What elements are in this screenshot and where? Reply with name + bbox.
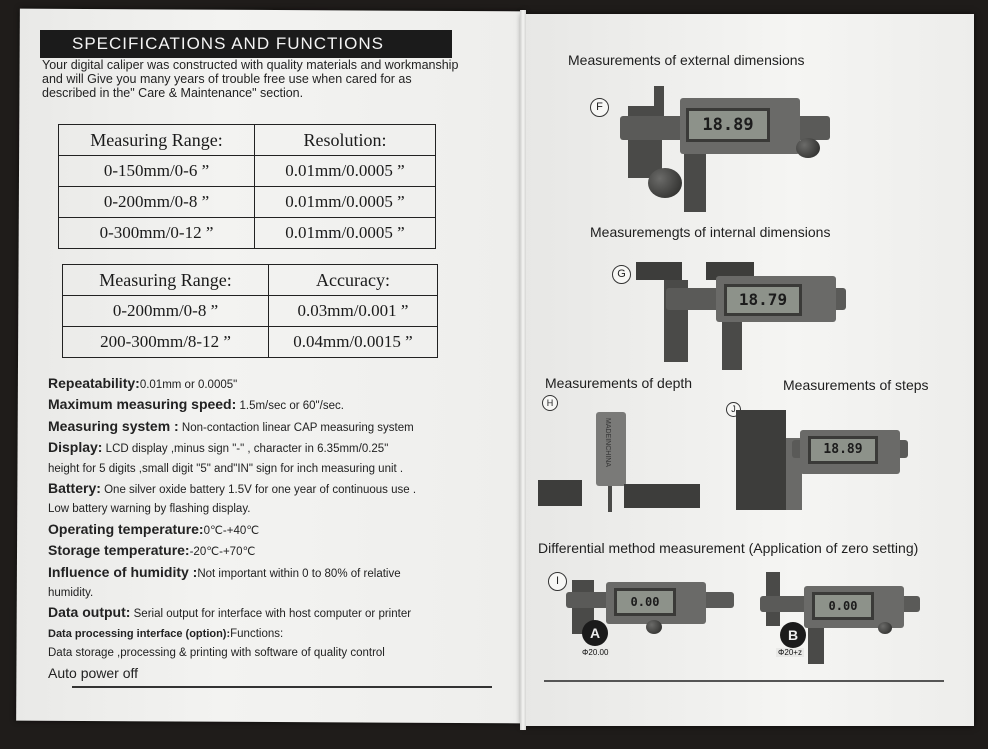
intro-paragraph: Your digital caliper was constructed with quality materials and workmanship and will Give you many years of trouble free use when cared for as described in the" Care & Maintenance" section. <box>42 58 459 100</box>
caliper-beam <box>596 412 626 486</box>
table-header-row <box>59 125 436 156</box>
page-fold <box>520 10 526 730</box>
spec-data-output <box>48 603 478 624</box>
spec-label: Storage temperature: <box>48 542 190 559</box>
caliper-roller <box>646 620 662 634</box>
external-measure-photo <box>620 86 830 216</box>
spec-value: LCD display ,minus sign "-" , character in 6.35mm/0.25" <box>105 443 389 456</box>
spec-operating-temp <box>48 520 478 541</box>
section-header: SPECIFICATIONS AND FUNCTIONS <box>40 30 452 58</box>
differential-photo-a <box>566 572 734 664</box>
table-cell: 0.01mm/0.0005 ” <box>255 218 436 249</box>
spec-list <box>48 374 478 683</box>
caliper-roller <box>878 622 892 634</box>
lcd-display: 18.79 <box>724 284 802 316</box>
internal-measure-photo <box>636 258 846 368</box>
table-header-cell: Accuracy: <box>269 265 438 296</box>
workpiece-block <box>636 262 682 280</box>
spec-label: Battery: <box>48 480 101 497</box>
measured-ball <box>648 168 682 198</box>
table-row <box>59 218 436 249</box>
spec-label: Measuring system : <box>48 417 179 434</box>
caption-internal: Measuremengts of internal dimensions <box>590 224 831 240</box>
spec-value: 0.01mm or 0.0005" <box>139 379 238 391</box>
table-header-cell: Measuring Range: <box>63 265 269 296</box>
table-cell: 0-200mm/0-8 ” <box>63 296 269 327</box>
table-row <box>63 327 438 358</box>
spec-value: Low battery warning by flashing display. <box>48 503 251 516</box>
spec-value: One silver oxide battery 1.5V for one year of continuous use . <box>104 484 417 497</box>
table-cell: 0-200mm/0-8 ” <box>59 187 255 218</box>
spec-label: Operating temperature: <box>48 520 204 537</box>
spec-label: Repeatability: <box>48 375 140 391</box>
label-i: I <box>548 572 567 591</box>
table-cell: 0.01mm/0.0005 ” <box>255 187 436 218</box>
table-row <box>59 156 436 187</box>
spec-storage-temp <box>48 541 478 562</box>
badge-b: B <box>780 622 806 648</box>
lcd-display: 18.89 <box>686 108 770 142</box>
spec-label: Maximum measuring speed: <box>48 396 237 413</box>
resolution-table <box>58 124 436 249</box>
left-bottom-rule <box>72 686 492 688</box>
spec-value: height for 5 digits ,small digit "5" and"IN" sign for inch measuring unit . <box>48 462 404 475</box>
spec-value: Non-contaction linear CAP measuring system <box>181 421 414 434</box>
spec-value: 1.5m/sec or 60"/sec. <box>239 400 344 413</box>
spec-value: Not important within 0 to 80% of relative <box>197 567 401 580</box>
workpiece-block <box>736 410 786 510</box>
spec-data-storage <box>48 644 478 663</box>
spec-display <box>48 438 478 459</box>
spec-value: humidity. <box>48 587 94 600</box>
caliper-roller <box>796 138 820 158</box>
spec-measuring-system <box>48 417 478 438</box>
differential-photo-b <box>760 572 920 664</box>
table-header-cell: Resolution: <box>255 125 436 156</box>
accuracy-table <box>62 264 438 358</box>
spec-battery <box>48 479 478 500</box>
table-cell: 200-300mm/8-12 ” <box>63 327 269 358</box>
caption-external: Measurements of external dimensions <box>568 52 805 68</box>
spec-label: Data processing interface (option): <box>48 627 231 640</box>
spec-humidity-cont <box>48 584 478 603</box>
table-cell: 0-150mm/0-6 ” <box>59 156 255 187</box>
table-cell: 0.04mm/0.0015 ” <box>269 327 438 358</box>
beam-imprint: MADEINCHINA <box>604 418 611 468</box>
spec-auto-power <box>48 664 478 683</box>
spec-data-processing <box>48 625 478 644</box>
depth-measure-photo <box>538 408 700 512</box>
badge-b-label: Φ20+z <box>778 648 802 657</box>
lcd-display: 0.00 <box>614 588 676 616</box>
table-row <box>59 187 436 218</box>
spec-value: Data storage ,processing & printing with software of quality control <box>48 647 385 660</box>
spec-label: Data output: <box>48 604 131 621</box>
spec-value: Auto power off <box>48 664 139 681</box>
badge-a: A <box>582 620 608 646</box>
spec-repeatability <box>48 374 478 395</box>
depth-rod <box>608 486 612 512</box>
step-measure-photo <box>736 410 908 510</box>
label-f: F <box>590 98 609 117</box>
spec-value: 0℃-+40℃ <box>203 524 260 537</box>
caption-depth: Measurements of depth <box>545 375 693 391</box>
caliper-jaw <box>654 86 664 116</box>
table-cell: 0-300mm/0-12 ” <box>59 218 255 249</box>
caption-differential: Differential method measurement (Application of zero setting) <box>538 540 919 556</box>
table-cell: 0.01mm/0.0005 ” <box>255 156 436 187</box>
spec-value: Functions: <box>230 627 284 640</box>
table-header-row <box>63 265 438 296</box>
right-bottom-rule <box>544 680 944 682</box>
badge-a-label: Φ20.00 <box>582 648 609 657</box>
spec-display-cont <box>48 460 478 479</box>
spec-battery-cont <box>48 500 478 519</box>
table-cell: 0.03mm/0.001 ” <box>269 296 438 327</box>
table-header-cell: Measuring Range: <box>59 125 255 156</box>
spec-label: Influence of humidity : <box>48 563 198 580</box>
lcd-display: 18.89 <box>808 436 878 464</box>
caption-steps: Measurements of steps <box>783 377 929 393</box>
spec-value: -20℃-+70℃ <box>189 546 256 559</box>
table-row <box>63 296 438 327</box>
spec-label: Display: <box>48 439 103 456</box>
spec-value: Serial output for interface with host computer or printer <box>133 608 412 621</box>
label-j: J <box>726 402 741 417</box>
label-h: H <box>542 395 558 411</box>
spec-humidity <box>48 563 478 584</box>
workpiece-block <box>538 480 582 506</box>
label-g: G <box>612 265 631 284</box>
lcd-display: 0.00 <box>812 592 874 620</box>
spec-max-speed <box>48 395 478 416</box>
workpiece-block <box>624 484 700 508</box>
